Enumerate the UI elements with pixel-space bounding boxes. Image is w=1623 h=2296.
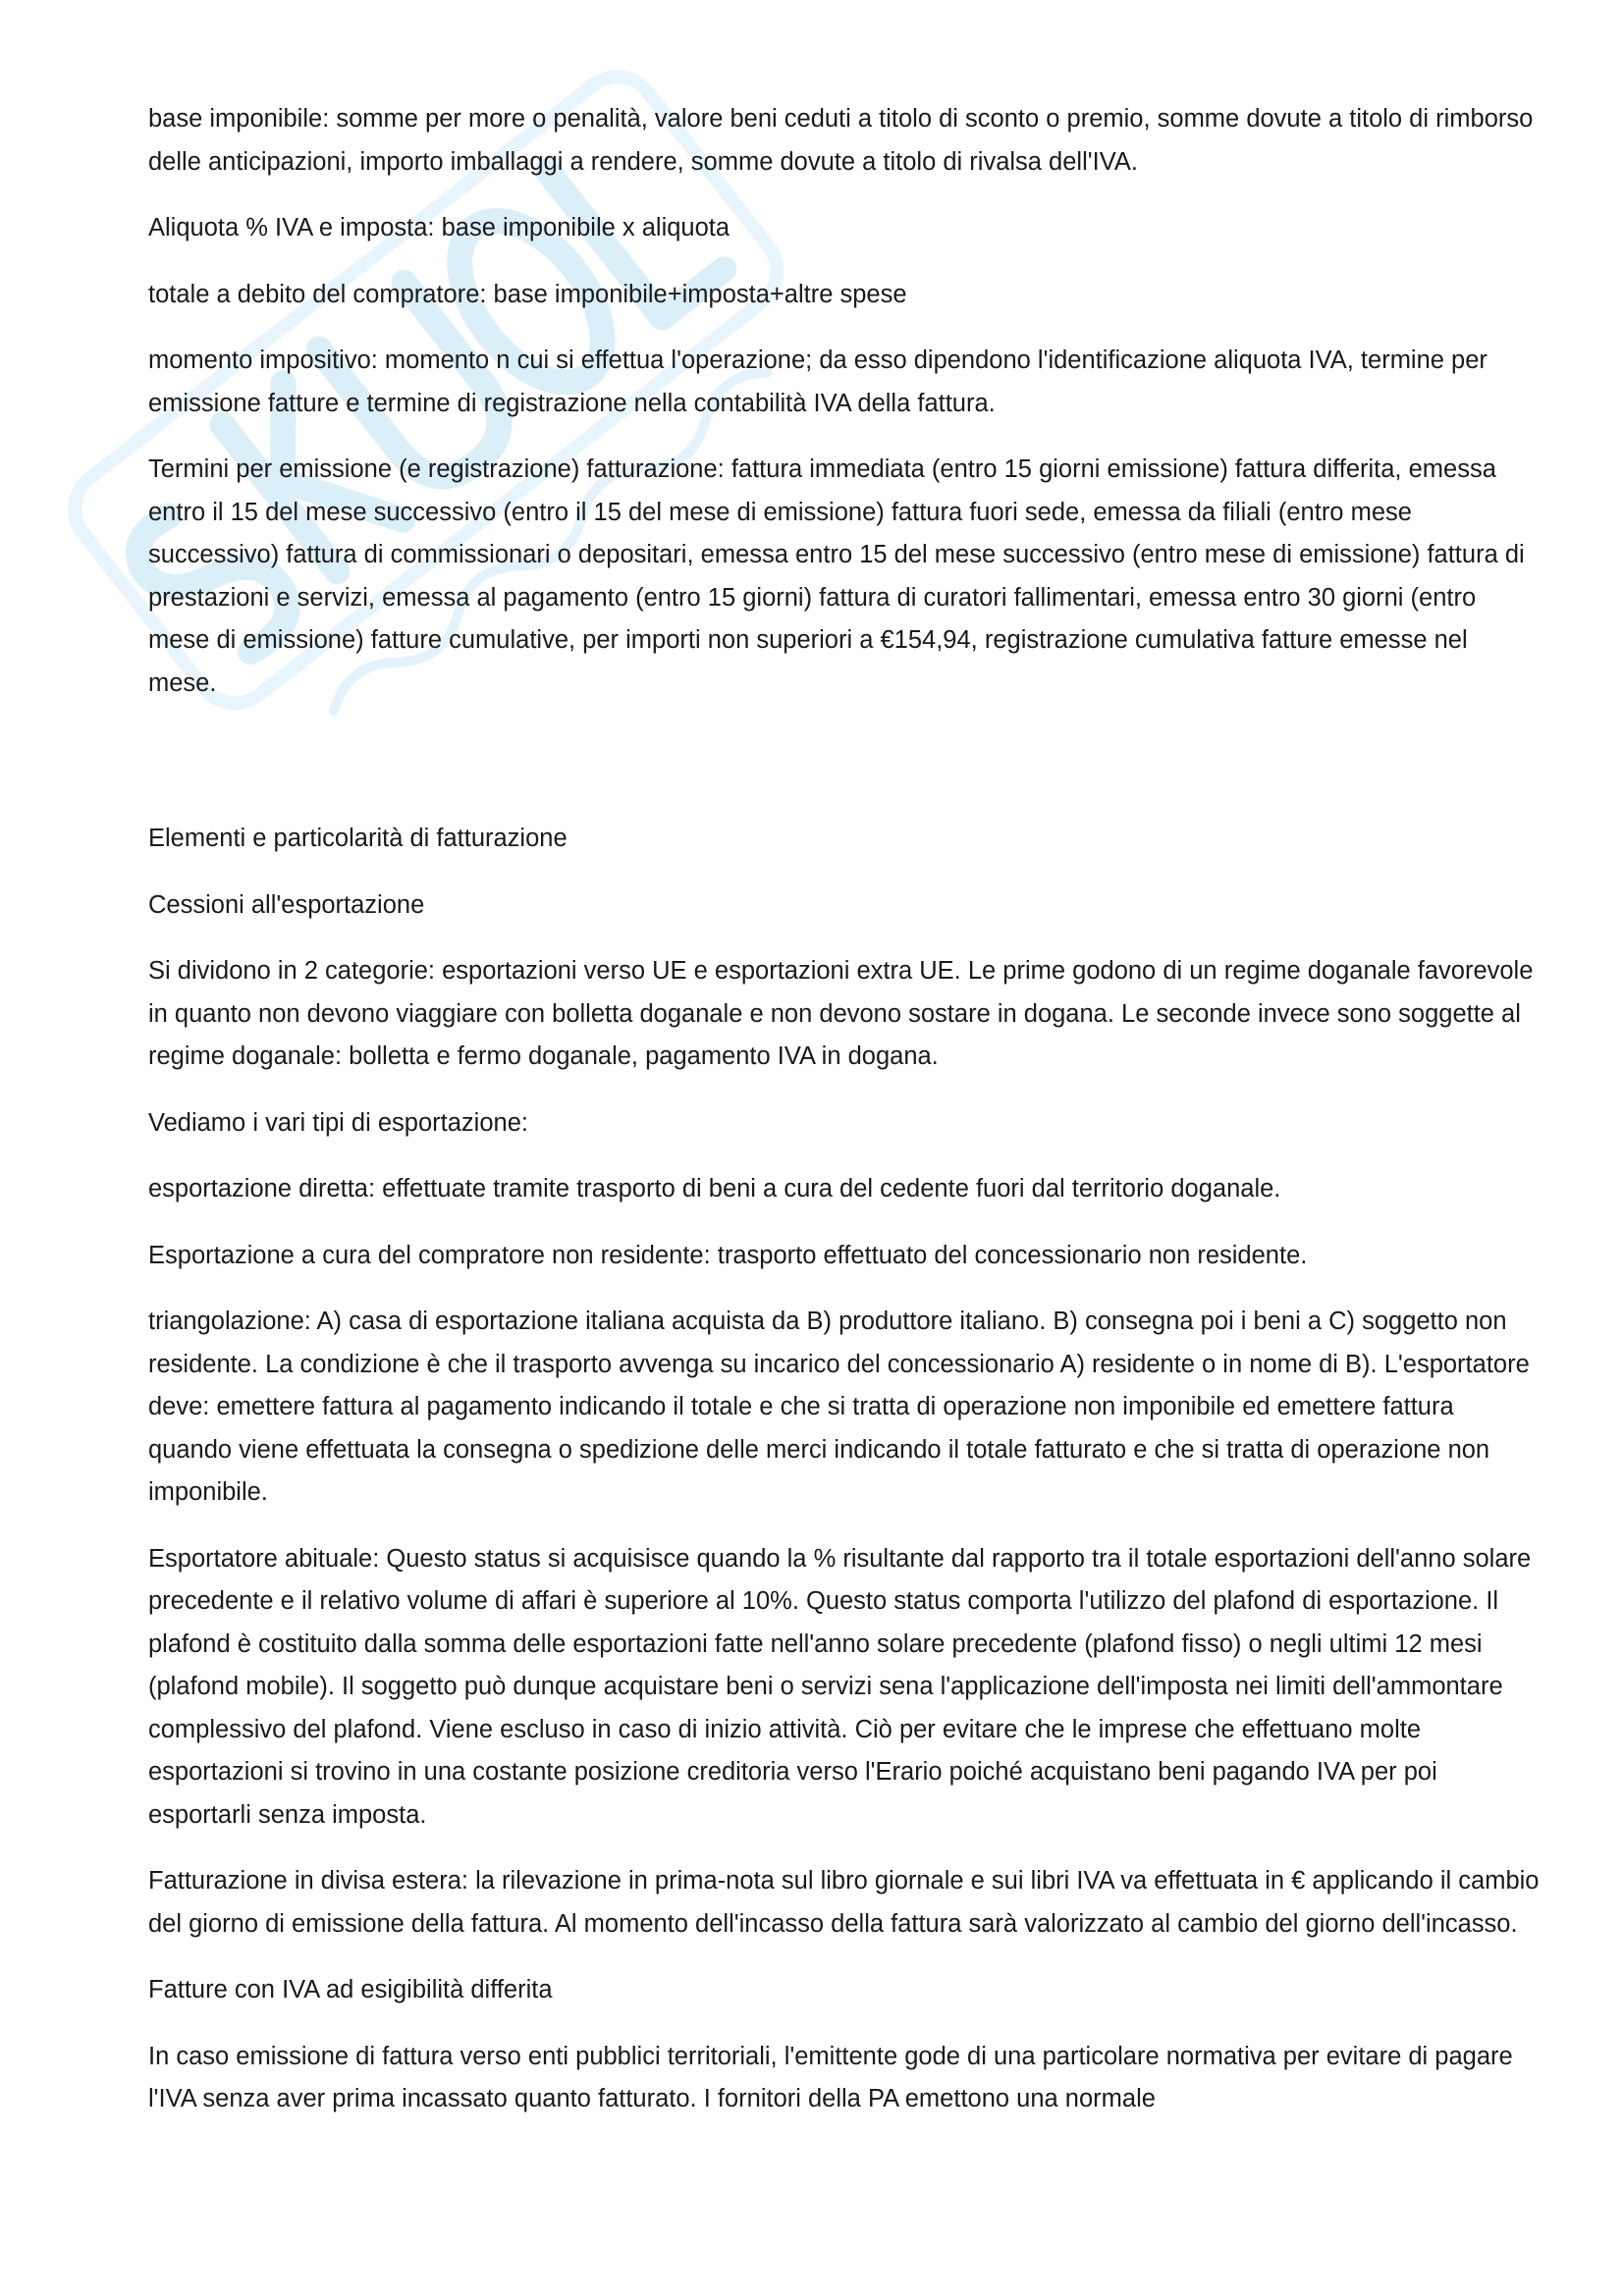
paragraph-esportazione-diretta: esportazione diretta: effettuate tramite trasporto di beni a cura del cedente fuori dal territorio doganale. [148, 1175, 1281, 1202]
paragraph-totale-debito: totale a debito del compratore: base imponibile+imposta+altre spese [148, 280, 907, 308]
paragraph-categorie: Si dividono in 2 categorie: esportazioni verso UE e esportazioni extra UE. Le prime godono di un regime doganale favorevole in quanto non devono viaggiare con bolletta doganale e non devono sostare in dogana. Le seconde invece sono soggette al regime doganale: bolletta e fermo doganale, pagamento IVA in dogana. [148, 957, 1534, 1070]
section-heading-cessioni: Cessioni all'esportazione [148, 890, 425, 919]
paragraph-enti-pubblici: In caso emissione di fattura verso enti pubblici territoriali, l'emittente gode di una particolare normativa per evitare di pagare l'IVA senza aver prima incassato quanto fatturato. I fornitori della PA emettono una normale [148, 2042, 1513, 2112]
paragraph-momento-impositivo: momento impositivo: momento n cui si effettua l'operazione; da esso dipendono l'identificazione aliquota IVA, termine per emissione fatture e termine di registrazione nella contabilità IVA della fattura. [148, 347, 1488, 417]
paragraph-esportatore-abituale: Esportatore abituale: Questo status si acquisisce quando la % risultante dal rapporto tra il totale esportazioni dell'anno solare precedente e il relativo volume di affari è superiore al 10%. Questo status comporta l'utilizzo del plafond di esportazione. Il plafond è costituito dalla somma delle esportazioni fatte nell'anno solare precedente (plafond fisso) o negli ultimi 12 mesi (plafond mobile). Il soggetto può dunque acquistare beni o servizi sena l'applicazione dell'imposta nei limiti dell'ammontare complessivo del plafond. Viene escluso in caso di inizio attività. Ciò per evitare che le imprese che effettuano molte esportazioni si trovino in una costante posizione creditoria verso l'Erario poiché acquistano beni pagando IVA per poi esportarli senza imposta. [148, 1544, 1532, 1829]
paragraph-triangolazione: triangolazione: A) casa di esportazione italiana acquista da B) produttore italiano. B) consegna poi i beni a C) soggetto non residente. La condizione è che il trasporto avvenga su incarico del concessionario A) residente o in nome di B). L'esportatore deve: emettere fattura al pagamento indicando il totale e che si tratta di operazione non imponibile ed emettere fattura quando viene effettuata la consegna o spedizione delle merci indicando il totale fatturato e che si tratta di operazione non imponibile. [148, 1308, 1530, 1506]
paragraph-tipi-esportazione: Vediamo i vari tipi di esportazione: [148, 1108, 528, 1137]
paragraph-divisa-estera: Fatturazione in divisa estera: la rilevazione in prima-nota sul libro giornale e sui libri IVA va effettuata in € applicando il cambio del giorno di emissione della fattura. Al momento dell'incasso della fattura sarà valorizzato al cambio del giorno dell'incasso. [148, 1867, 1540, 1938]
paragraph-aliquota: Aliquota % IVA e imposta: base imponibile x aliquota [148, 214, 730, 241]
paragraph-termini-emissione: Termini per emissione (e registrazione) fatturazione: fattura immediata (entro 15 giorni emissione) fattura differita, emessa entro il 15 del mese successivo (entro il 15 del mese di emissione) fattura fuori sede, emessa da filiali (entro mese successivo) fattura di commissionari o depositari, emessa entro 15 del mese successivo (entro mese di emissione) fattura di prestazioni e servizi, emessa al pagamento (entro 15 giorni) fattura di curatori fallimentari, emessa entro 30 giorni (entro mese di emissione) fatture cumulative, per importi non superiori a €154,94, registrazione cumulativa fatture emesse nel mese. [148, 455, 1525, 697]
section-heading-iva-differita: Fatture con IVA ad esigibilità differita [148, 1976, 553, 2003]
paragraph-esportazione-compratore: Esportazione a cura del compratore non residente: trasporto effettuato del concessionario non residente. [148, 1241, 1308, 1269]
document-body [148, 98, 1542, 2145]
paragraph-base-imponibile: base imponibile: somme per more o penalità, valore beni ceduti a titolo di sconto o premio, somme dovute a titolo di rimborso delle anticipazioni, importo imballaggi a rendere, somme dovute a titolo di rivalsa dell'IVA. [148, 105, 1534, 176]
section-heading-elementi: Elementi e particolarità di fatturazione [148, 825, 568, 852]
section-spacer [148, 728, 1542, 818]
